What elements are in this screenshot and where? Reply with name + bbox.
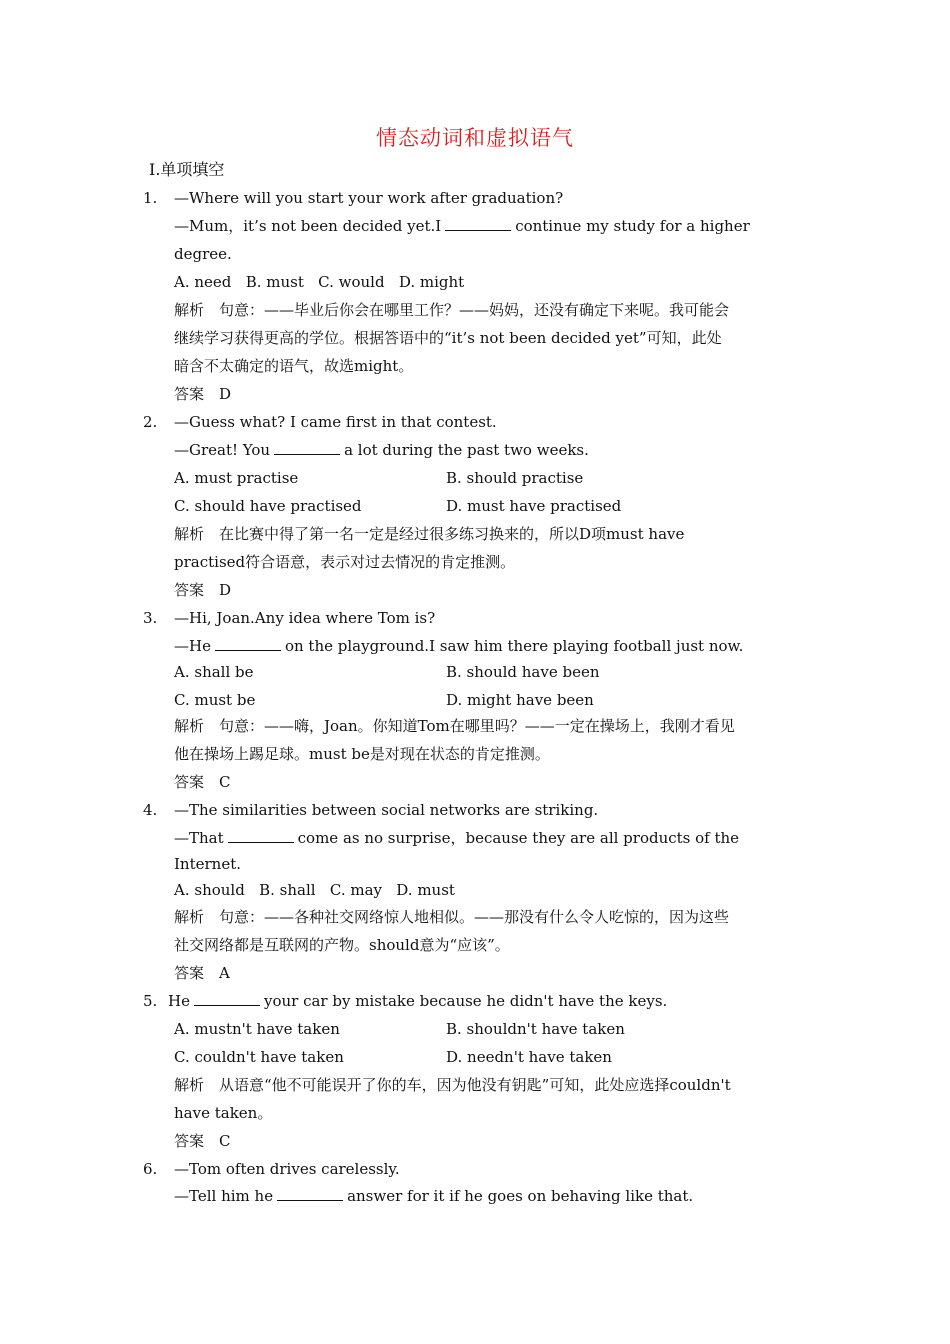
question-number: 5.	[143, 992, 158, 1010]
stem-text: He	[168, 992, 190, 1010]
option-a: A. mustn't have taken	[174, 1020, 340, 1038]
answer-blank	[215, 636, 281, 651]
options-row	[174, 1019, 806, 1039]
response-text: —Great! You	[174, 441, 271, 459]
options-row	[174, 690, 806, 710]
explanation: 继续学习获得更高的学位。根据答语中的“it’s not been decided yet”可知，此处	[174, 329, 722, 347]
explanation: 社交网络都是互联网的产物。should意为“应该”。	[174, 936, 510, 954]
answer: 答案 D	[174, 581, 232, 599]
options-row	[174, 662, 806, 682]
question-prompt: —Hi, Joan.Any idea where Tom is?	[174, 609, 436, 627]
explanation: 解析 句意：——毕业后你会在哪里工作？——妈妈，还没有确定下来呢。我可能会	[174, 301, 730, 319]
response-text: —Tell him he	[174, 1187, 274, 1205]
response-text: continue my study for a higher	[515, 217, 750, 235]
option-a: A. must practise	[174, 469, 299, 487]
question-response-cont: degree.	[174, 245, 232, 263]
explanation: 他在操场上踢足球。must be是对现在状态的肯定推测。	[174, 745, 550, 763]
question-response	[174, 828, 806, 848]
explanation: have taken。	[174, 1104, 273, 1122]
options: A. should B. shall C. may D. must	[174, 881, 455, 899]
question-stem	[168, 991, 800, 1011]
question-response	[174, 216, 806, 236]
option-b: B. should practise	[446, 469, 584, 487]
question-prompt: —The similarities between social networks are striking.	[174, 801, 599, 819]
response-text: come as no surprise，because they are all products of the	[297, 829, 740, 847]
question-prompt: —Guess what? I came first in that contest.	[174, 413, 497, 431]
question-response-cont: Internet.	[174, 855, 241, 873]
question-response	[174, 1186, 806, 1206]
stem-text: your car by mistake because he didn't have the keys.	[263, 992, 668, 1010]
explanation: 暗含不太确定的语气，故选might。	[174, 357, 414, 375]
options-row	[174, 496, 806, 516]
section-heading: Ⅰ.单项填空	[149, 160, 225, 179]
option-a: A. shall be	[174, 663, 254, 681]
answer: 答案 A	[174, 964, 230, 982]
explanation: practised符合语意，表示对过去情况的肯定推测。	[174, 553, 516, 571]
question-number: 6.	[143, 1160, 158, 1178]
answer-blank	[228, 828, 294, 843]
answer: 答案 D	[174, 385, 232, 403]
response-text: a lot during the past two weeks.	[344, 441, 589, 459]
response-text: answer for it if he goes on behaving like that.	[347, 1187, 694, 1205]
response-text: on the playground.I saw him there playing football just now.	[284, 637, 744, 655]
explanation: 解析 在比赛中得了第一名一定是经过很多练习换来的，所以D项must have	[174, 525, 685, 543]
question-number: 1.	[143, 189, 158, 207]
question-number: 4.	[143, 801, 158, 819]
question-number: 3.	[143, 609, 158, 627]
answer-blank	[194, 991, 260, 1006]
answer-blank	[445, 216, 511, 231]
answer-blank	[274, 440, 340, 455]
options-row	[174, 468, 806, 488]
explanation: 解析 句意：——各种社交网络惊人地相似。——那没有什么令人吃惊的，因为这些	[174, 908, 730, 926]
question-prompt: —Tom often drives carelessly.	[174, 1160, 400, 1178]
response-text: —That	[174, 829, 224, 847]
option-c: C. couldn't have taken	[174, 1048, 344, 1066]
answer: 答案 C	[174, 1132, 231, 1150]
explanation: 解析 从语意“他不可能误开了你的车，因为他没有钥匙”可知，此处应选择couldn't	[174, 1076, 731, 1094]
question-response	[174, 440, 806, 460]
response-text: —He	[174, 637, 211, 655]
option-c: C. must be	[174, 691, 256, 709]
option-d: D. must have practised	[446, 497, 622, 515]
options-row	[174, 1047, 806, 1067]
option-c: C. should have practised	[174, 497, 362, 515]
response-text: —Mum，it’s not been decided yet.I	[174, 217, 442, 235]
option-b: B. should have been	[446, 663, 600, 681]
option-d: D. might have been	[446, 691, 594, 709]
page-title: 情态动词和虚拟语气	[376, 126, 574, 150]
options: A. need B. must C. would D. might	[174, 273, 465, 291]
answer: 答案 C	[174, 773, 231, 791]
question-response	[174, 636, 806, 656]
option-d: D. needn't have taken	[446, 1048, 612, 1066]
question-prompt: —Where will you start your work after graduation?	[174, 189, 564, 207]
answer-blank	[277, 1186, 343, 1201]
option-b: B. shouldn't have taken	[446, 1020, 625, 1038]
explanation: 解析 句意：——嗨，Joan。你知道Tom在哪里吗？——一定在操场上，我刚才看见	[174, 717, 735, 735]
question-number: 2.	[143, 413, 158, 431]
